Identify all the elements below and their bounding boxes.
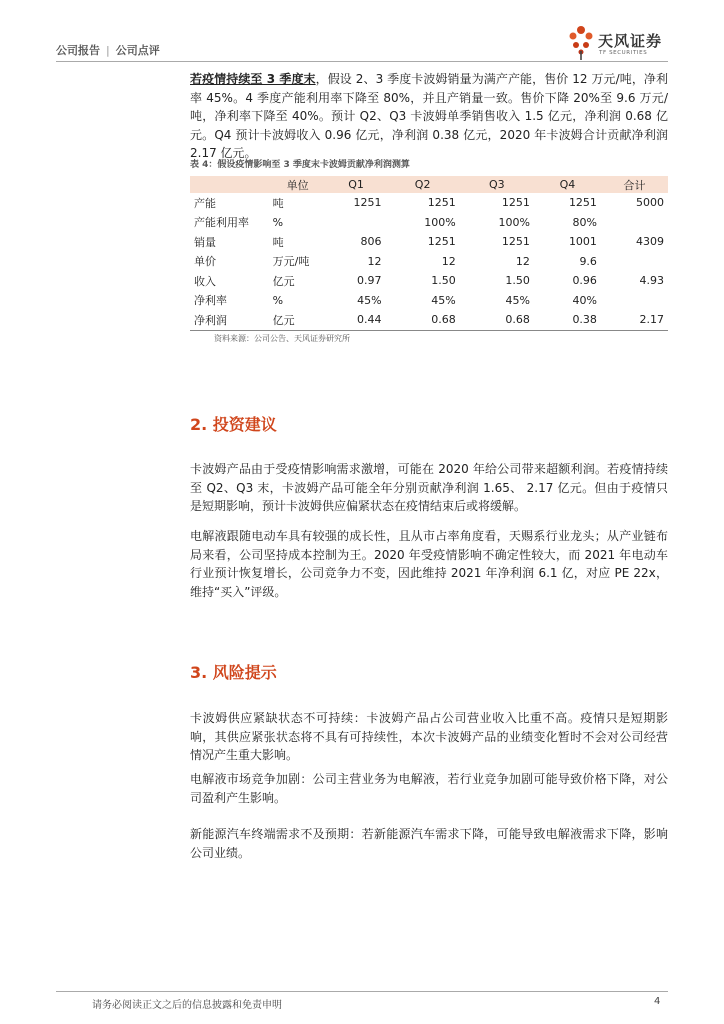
risk-paragraph-2: 电解液市场竞争加剧：公司主营业务为电解液，若行业竞争加剧可能导致价格下降，对公司盈利产生影响。 (190, 772, 668, 805)
table-row (190, 310, 668, 330)
header-cell-q1: Q1 (348, 178, 364, 191)
cell-q4: 0.38 (534, 310, 601, 330)
section-title-investment: 2. 投资建议 (190, 415, 277, 434)
table-header-row (190, 176, 668, 193)
page-number: 4 (654, 996, 661, 1007)
cell-q4: 1001 (568, 235, 597, 249)
cell-total: 4.93 (639, 274, 664, 288)
logo-mark-icon (566, 24, 596, 60)
cell-q2: 45% (431, 293, 456, 307)
row-label: 产能利用率 (194, 216, 249, 230)
row-label: 单价 (194, 255, 216, 269)
row-unit: % (272, 293, 284, 307)
cell-q2: 1.50 (431, 274, 456, 288)
cell-q2: 1251 (427, 235, 456, 249)
logo-subtitle: TF SECURITIES (599, 50, 648, 56)
cell-total (601, 252, 668, 272)
cell-q1: 45% (357, 293, 382, 307)
table-row (190, 291, 668, 311)
header-divider (56, 61, 668, 62)
section-title-risk: 3. 风险提示 (190, 663, 277, 682)
intro-lead: 若疫情持续至 3 季度末 (190, 72, 316, 86)
row-label: 收入 (194, 274, 216, 288)
investment-paragraph-2: 电解液跟随电动车具有较强的成长性，且从市占率角度看，天赐系行业龙头；从产业链布局来看，公司坚持成本控制为王。2020 年受疫情影响不确定性较大，而 2021 年电动车行业预计恢复增长，公司竞争力不变，因此维持 2021 年净利润 6.1 亿，对应 PE 22x，维持“买入”评级。 (190, 529, 668, 599)
table-caption: 表 4：假设疫情影响至 3 季度末卡波姆贡献净利润测算 (190, 160, 410, 170)
cell-q1: 0.44 (327, 310, 386, 330)
header-cell-total: 合计 (623, 178, 646, 192)
cell-q3: 12 (515, 254, 530, 268)
cell-q1: 806 (360, 235, 382, 249)
risk-paragraph-3: 新能源汽车终端需求不及预期：若新能源汽车需求下降，可能导致电解液需求下降，影响公司业绩。 (190, 827, 668, 860)
header-cell-unit: 单位 (286, 178, 309, 192)
cell-q2: 1251 (427, 196, 456, 210)
report-subtype: 公司点评 (115, 44, 160, 57)
cell-q1: 1251 (353, 196, 382, 210)
row-unit: % (272, 215, 284, 229)
header-cell-q2: Q2 (414, 178, 431, 191)
cell-q3: 45% (505, 293, 530, 307)
table-row (190, 232, 668, 252)
row-unit: 亿元 (272, 274, 295, 288)
header-cell-q3: Q3 (488, 178, 505, 191)
intro-text: ，假设 2、3 季度卡波姆销量为满产产能，售价 12 万元/吨，净利率 45%。4 季度产能利用率下降至 80%，并且产销量一致。售价下降 20%至 9.6 万元/吨，净利率下降至 40%。预计 Q2、Q3 卡波姆单季销售收入 1.5 亿元，净利润 0.68 亿元。Q4 预计卡波姆收入 0.96 亿元，净利润 0.38 亿元，2020 年卡波姆合计贡献净利润 2.17 亿元。 (190, 72, 668, 160)
row-unit: 吨 (272, 196, 284, 210)
header-separator: | (106, 44, 110, 57)
footer-divider (56, 991, 668, 992)
row-label: 销量 (194, 235, 216, 249)
intro-paragraph (190, 70, 668, 163)
row-label: 净利率 (194, 294, 227, 308)
cell-q3: 1.50 (505, 274, 530, 288)
cell-q2: 0.68 (386, 310, 460, 330)
cell-total: 4309 (636, 235, 664, 249)
cell-q3: 100% (498, 215, 530, 229)
cell-q1: 12 (367, 254, 382, 268)
logo-name: 天风证券 (598, 32, 663, 50)
cell-total (601, 291, 668, 311)
investment-paragraph-1: 卡波姆产品由于受疫情影响需求激增，可能在 2020 年给公司带来超额利润。若疫情持续至 Q2、Q3 末，卡波姆产品可能全年分别贡献净利润 1.65、 2.17 亿元。但由于疫情只是短期影响，预计卡波姆供应偏紧状态在疫情结束后或将缓解。 (190, 462, 668, 513)
table-row (190, 252, 668, 272)
profit-estimate-table (190, 176, 668, 331)
cell-q2: 12 (441, 254, 456, 268)
row-label: 产能 (194, 196, 216, 210)
table-row (190, 271, 668, 291)
cell-q4: 0.96 (572, 274, 597, 288)
cell-q1: 0.97 (357, 274, 382, 288)
cell-total: 5000 (636, 196, 664, 210)
table-row (190, 213, 668, 233)
row-unit: 亿元 (269, 310, 327, 330)
cell-q3: 1251 (501, 196, 530, 210)
cell-q4: 9.6 (579, 254, 597, 268)
cell-q4: 80% (572, 215, 597, 229)
header-cell-q4: Q4 (559, 178, 576, 191)
cell-q4: 1251 (568, 196, 597, 210)
cell-q2: 100% (424, 215, 456, 229)
cell-q4: 40% (572, 293, 597, 307)
row-unit: 万元/吨 (272, 255, 310, 269)
risk-paragraph-1: 卡波姆供应紧缺状态不可持续：卡波姆产品占公司营业收入比重不高。疫情只是短期影响，其供应紧张状态将不具有可持续性，本次卡波姆产品的业绩变化暂时不会对公司经营情况产生重大影响。 (190, 711, 668, 762)
table-source: 资料来源：公司公告、天风证券研究所 (214, 334, 350, 343)
tf-securities-logo (566, 24, 678, 64)
header-cell-label (190, 176, 269, 193)
cell-q3: 1251 (501, 235, 530, 249)
cell-total (601, 213, 668, 233)
table-row (190, 193, 668, 213)
footer-disclaimer[interactable]: 请务必阅读正文之后的信息披露和免责申明 (92, 1000, 282, 1011)
cell-q1 (327, 213, 386, 233)
cell-total: 2.17 (601, 310, 668, 330)
report-category (56, 42, 160, 58)
cell-q3: 0.68 (460, 310, 534, 330)
row-unit: 吨 (272, 235, 284, 249)
report-type: 公司报告 (56, 44, 100, 57)
row-label: 净利润 (190, 310, 269, 330)
